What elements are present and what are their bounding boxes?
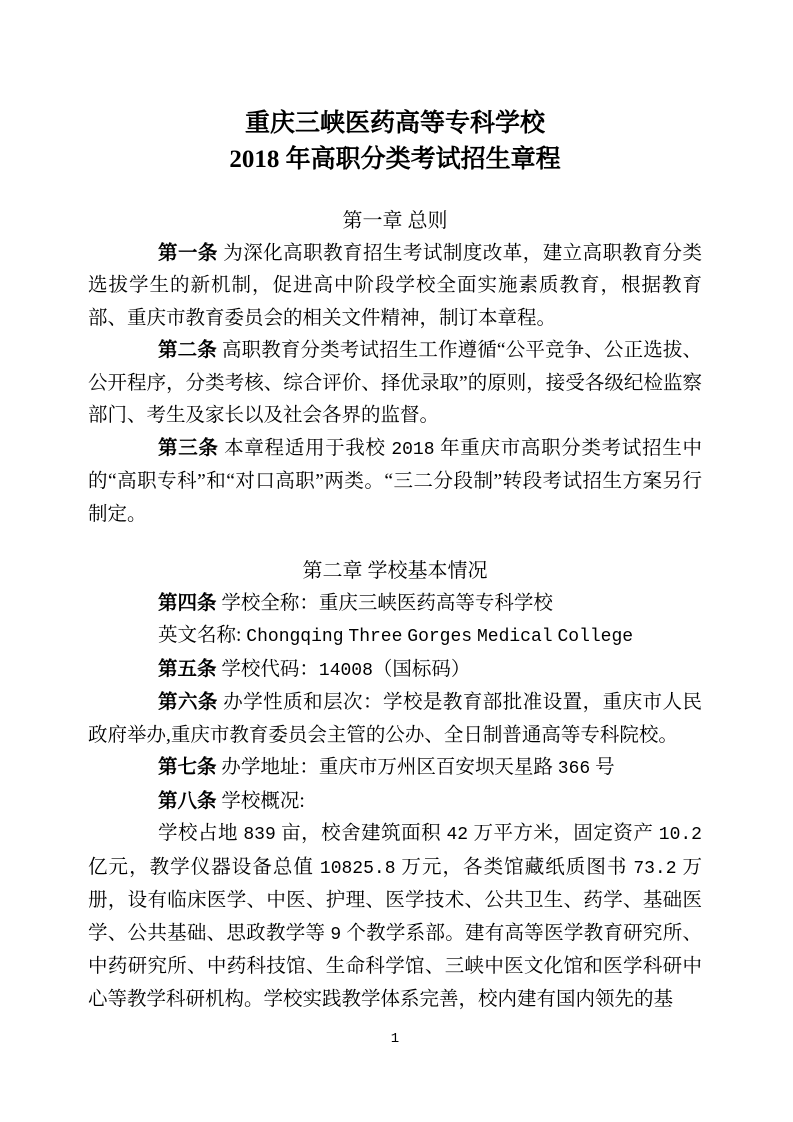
chapter-1-heading: 第一章 总则 [342, 210, 448, 232]
article-3 [88, 433, 702, 532]
school-overview-text: 学校占地 839 亩，校舍建筑面积 42 万平方米，固定资产 10.2 亿元，教学仪器设备总值 10825.8 万元，各类馆藏纸质图书 73.2 万册，设有临床医学、中医、护理、医学技术、公共卫生、药学、基础医学、公共基础、思政教学等 9 个教学系部。建有高等医学教育研究所、中药研究所、中药科技馆、生命科学馆、三峡中医文化馆和医学科研中心等教学科研机构。学校实践教学体系完善，校内建有国内领先的基 [88, 823, 702, 1010]
article-4 [88, 588, 702, 621]
article-2-text: 高职教育分类考试招生工作遵循“公平竞争、公正选拔、公开程序，分类考核、综合评价、择优录取”的原则，接受各级纪检监察部门、考生及家长以及社会各界的监督。 [88, 340, 702, 426]
article-3-text: 本章程适用于我校 2018 年重庆市高职分类考试招生中的“高职专科”和“对口高职”两类。“三二分段制”转段考试招生方案另行制定。 [88, 437, 702, 525]
article-5-text: 学校代码：14008（国标码） [216, 658, 471, 681]
article-1 [88, 238, 702, 336]
article-3-label: 第三条 [158, 437, 219, 459]
article-7-label: 第七条 [158, 757, 217, 778]
article-2-label: 第二条 [158, 340, 217, 361]
article-7 [88, 752, 702, 786]
page-number: 1 [390, 1031, 400, 1047]
chapter-2-heading: 第二章 学校基本情况 [302, 560, 488, 582]
document-title [88, 106, 702, 178]
title-line-1: 重庆三峡医药高等专科学校 [244, 110, 545, 137]
article-8 [88, 786, 702, 819]
school-overview-paragraph [88, 818, 702, 1016]
article-2 [88, 335, 702, 433]
article-4-label: 第四条 [158, 592, 217, 614]
article-8-label: 第八条 [158, 790, 217, 812]
article-4-text: 学校全称：重庆三峡医药高等专科学校 [216, 592, 553, 614]
article-6-text: 办学性质和层次：学校是教育部批准设置，重庆市人民政府举办,重庆市教育委员会主管的公办、全日制普通高等专科院校。 [88, 692, 702, 746]
article-5-label: 第五条 [158, 658, 217, 680]
article-5 [88, 654, 702, 688]
article-7-text: 办学地址：重庆市万州区百安坝天星路 366 号 [216, 757, 615, 779]
english-name-text: 英文名称: Chongqing Three Gorges Medical College [158, 625, 634, 647]
article-1-label: 第一条 [158, 242, 218, 264]
article-6 [88, 687, 702, 752]
article-8-text: 学校概况: [216, 790, 305, 812]
title-line-2: 2018 年高职分类考试招生章程 [229, 146, 561, 173]
article-6-label: 第六条 [158, 692, 218, 713]
article-1-text: 为深化高职教育招生考试制度改革，建立高职教育分类选拔学生的新机制，促进高中阶段学校全面实施素质教育，根据教育部、重庆市教育委员会的相关文件精神，制订本章程。 [88, 242, 702, 329]
english-name-line [88, 620, 702, 654]
